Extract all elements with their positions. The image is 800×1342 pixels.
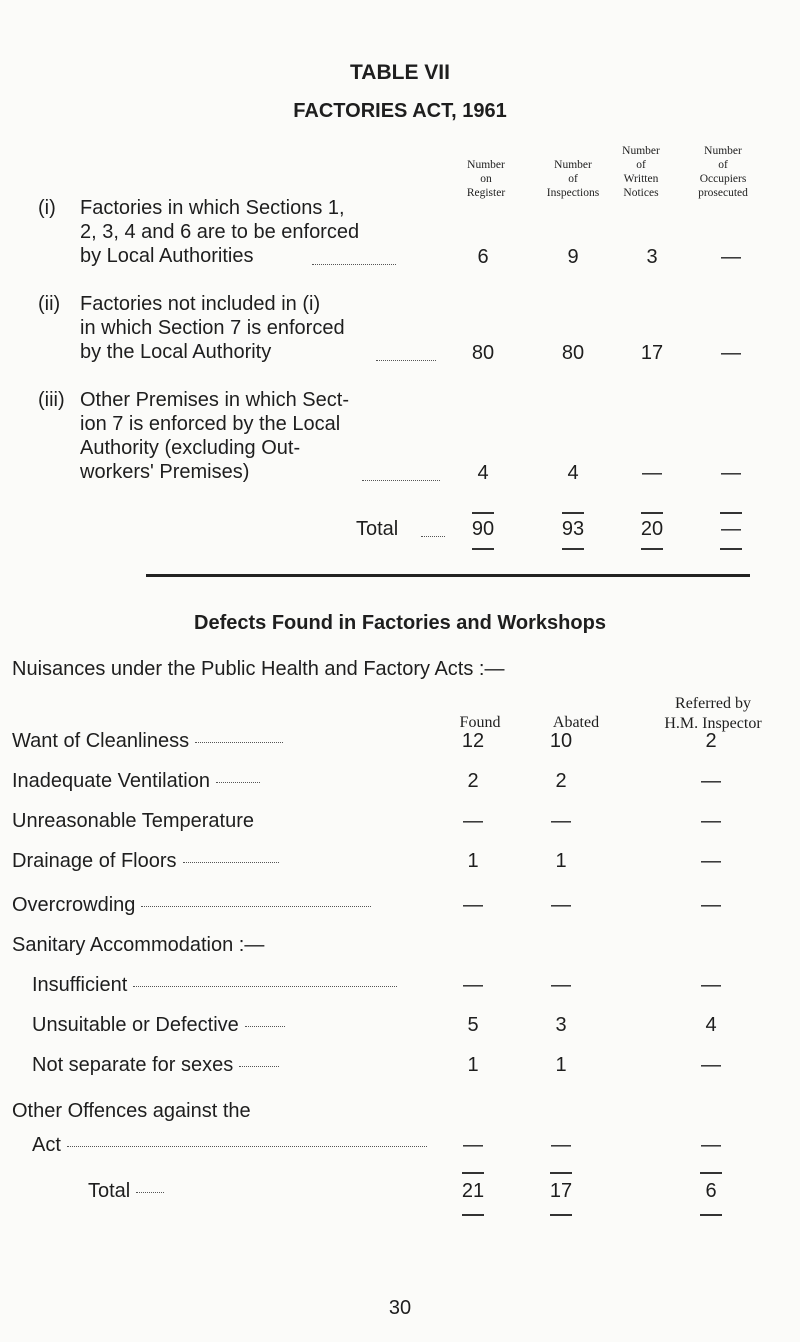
table-title: TABLE VII [350, 61, 450, 84]
value-cell: 3 [646, 246, 658, 268]
leader-dots [195, 742, 283, 743]
value-cell: — [463, 810, 483, 832]
value-cell: 5 [467, 1014, 479, 1036]
value-cell: 1 [467, 850, 479, 872]
total-rule [720, 548, 742, 550]
section-divider [146, 574, 750, 577]
row-label: Other Offences against the [12, 1100, 251, 1122]
table-row [12, 894, 371, 917]
table-row [32, 1134, 427, 1157]
col-header-written-notices: Number of Written Notices [622, 145, 660, 199]
row-number: (iii) [38, 389, 65, 411]
value-cell: — [701, 1054, 721, 1076]
col-header-referred: Referred by H.M. Inspector [664, 695, 762, 732]
value-cell: — [551, 1134, 571, 1156]
value-cell: — [721, 246, 741, 268]
row-description: Other Premises in which Sect- ion 7 is enforced by the Local Authority (excluding Out- workers' Premises) [80, 389, 349, 483]
row-label: Sanitary Accommodation :— [12, 934, 265, 956]
value-cell: — [551, 810, 571, 832]
row-description: Factories in which Sections 1, 2, 3, 4 and 6 are to be enforced by Local Authorities [80, 197, 360, 267]
table-row [12, 1100, 251, 1123]
table-row [32, 1014, 285, 1037]
col-header-abated: Abated [552, 714, 600, 731]
value-cell: 1 [555, 1054, 567, 1076]
total-rule [700, 1172, 722, 1174]
table-row [12, 770, 260, 793]
total-value: 90 [471, 518, 495, 540]
table-row [32, 1054, 279, 1077]
total-value: — [721, 518, 741, 540]
total-value: 6 [705, 1180, 717, 1202]
value-cell: 80 [471, 342, 495, 364]
value-cell: 4 [567, 462, 579, 484]
total-value: 20 [640, 518, 664, 540]
row-label: Unreasonable Temperature [12, 810, 255, 832]
total-rule [700, 1214, 722, 1216]
row-number: (ii) [38, 293, 61, 315]
leader-dots [421, 536, 445, 537]
total-label: Total [88, 1180, 131, 1202]
total-rule [472, 548, 494, 550]
value-cell: 3 [555, 1014, 567, 1036]
value-cell: — [701, 1134, 721, 1156]
value-cell: 1 [555, 850, 567, 872]
total-value: 17 [549, 1180, 573, 1202]
value-cell: 12 [461, 730, 485, 752]
total-rule [550, 1214, 572, 1216]
value-cell: 4 [477, 462, 489, 484]
value-cell: — [463, 894, 483, 916]
value-cell: 80 [561, 342, 585, 364]
value-cell: — [701, 770, 721, 792]
table-row [32, 974, 397, 997]
total-rule [562, 512, 584, 514]
row-label: Want of Cleanliness [12, 730, 190, 752]
row-label: Unsuitable or Defective [32, 1014, 239, 1036]
value-cell: 9 [567, 246, 579, 268]
value-cell: — [721, 342, 741, 364]
value-cell: — [551, 894, 571, 916]
total-rule [641, 548, 663, 550]
row-number: (i) [38, 197, 56, 219]
total-value: 21 [461, 1180, 485, 1202]
leader-dots [133, 986, 397, 987]
value-cell: — [701, 810, 721, 832]
value-cell: — [463, 974, 483, 996]
table-row [12, 934, 264, 957]
leader-dots [183, 862, 279, 863]
value-cell: — [701, 894, 721, 916]
row-label: Not separate for sexes [32, 1054, 234, 1076]
value-cell: 2 [555, 770, 567, 792]
act-title: FACTORIES ACT, 1961 [293, 100, 507, 122]
row-label: Insufficient [32, 974, 128, 996]
total-row [88, 1180, 164, 1203]
value-cell: 17 [640, 342, 664, 364]
leader-dots [362, 480, 440, 481]
total-label: Total [356, 518, 399, 540]
total-rule [720, 512, 742, 514]
value-cell: — [701, 974, 721, 996]
leader-dots [245, 1026, 285, 1027]
value-cell: 2 [705, 730, 717, 752]
page-number: 30 [388, 1297, 412, 1319]
value-cell: 4 [705, 1014, 717, 1036]
total-rule [462, 1214, 484, 1216]
col-header-inspections: Number of Inspections [546, 159, 600, 199]
table-row [12, 810, 254, 833]
table-row [12, 850, 279, 873]
value-cell: 6 [477, 246, 489, 268]
total-value: 93 [561, 518, 585, 540]
leader-dots [216, 782, 260, 783]
row-label: Drainage of Floors [12, 850, 177, 872]
value-cell: — [642, 462, 662, 484]
leader-dots [376, 360, 436, 361]
value-cell: — [551, 974, 571, 996]
value-cell: — [463, 1134, 483, 1156]
total-rule [462, 1172, 484, 1174]
col-header-found: Found [459, 714, 501, 731]
row-label: Overcrowding [12, 894, 136, 916]
leader-dots [136, 1192, 164, 1193]
value-cell: 2 [467, 770, 479, 792]
leader-dots [67, 1146, 427, 1147]
defects-heading: Defects Found in Factories and Workshops [194, 612, 606, 634]
leader-dots [239, 1066, 279, 1067]
value-cell: — [721, 462, 741, 484]
row-description: Factories not included in (i) in which Section 7 is enforced by the Local Authority [80, 293, 345, 363]
value-cell: — [701, 850, 721, 872]
value-cell: 1 [467, 1054, 479, 1076]
total-rule [472, 512, 494, 514]
col-header-register: Number on Register [466, 159, 506, 199]
row-label: Act [32, 1134, 61, 1156]
leader-dots [141, 906, 371, 907]
leader-dots [312, 264, 396, 265]
col-header-occupiers-prosecuted: Number of Occupiers prosecuted [698, 145, 748, 199]
nuisances-line: Nuisances under the Public Health and Factory Acts :— [12, 658, 505, 680]
row-label: Inadequate Ventilation [12, 770, 210, 792]
total-rule [641, 512, 663, 514]
value-cell: 10 [549, 730, 573, 752]
total-rule [562, 548, 584, 550]
table-row [12, 730, 283, 753]
total-rule [550, 1172, 572, 1174]
